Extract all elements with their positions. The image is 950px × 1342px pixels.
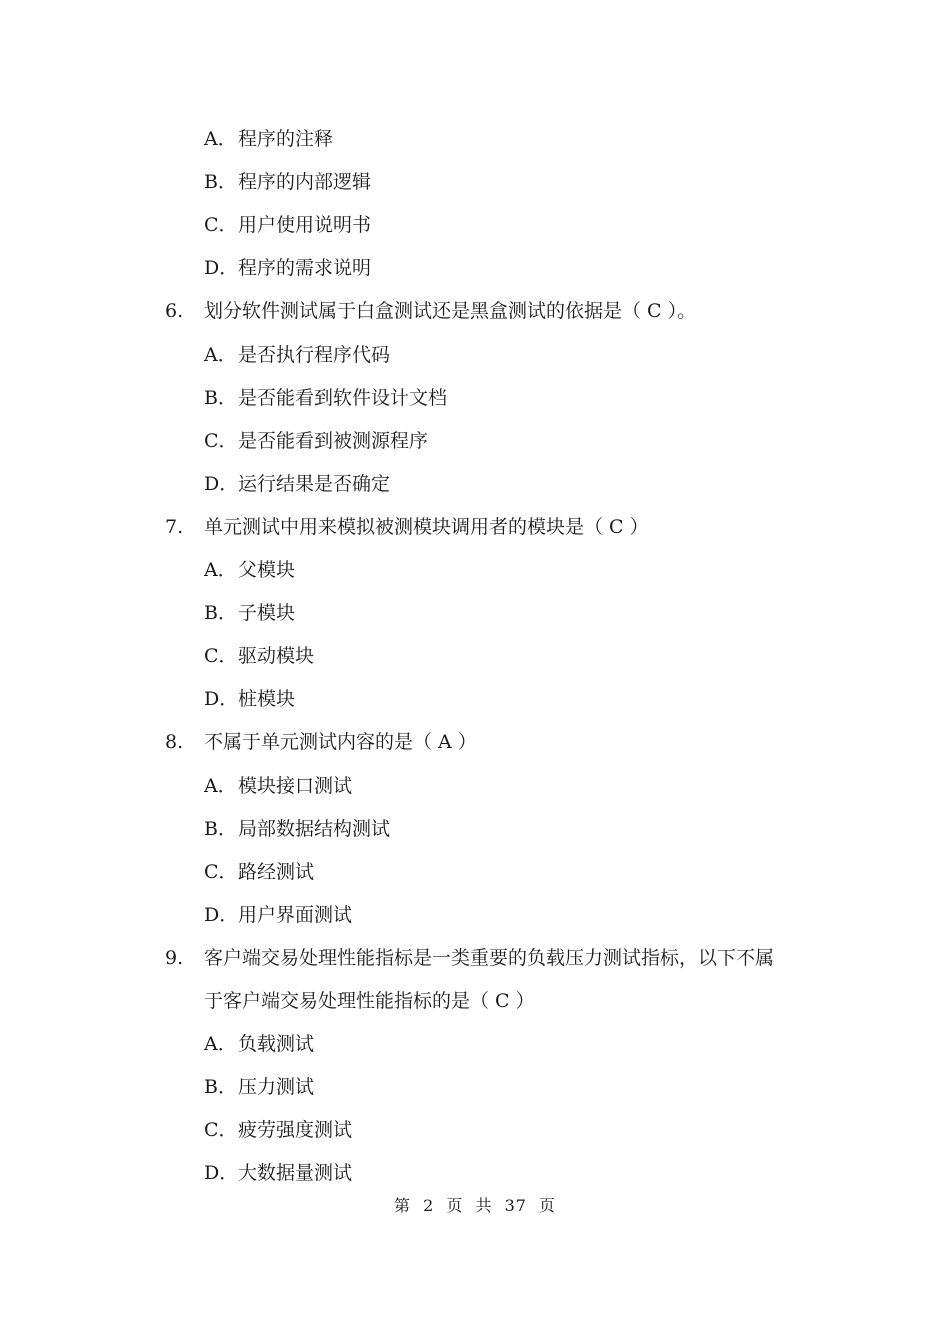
option-letter: B． <box>204 818 237 840</box>
question-number: 8. <box>165 731 184 753</box>
option-letter: C． <box>204 1119 238 1141</box>
answer-option <box>204 1032 314 1056</box>
option-letter: A． <box>204 559 237 581</box>
question-line <box>165 730 477 754</box>
answer-option <box>204 170 371 194</box>
question-continuation: 于客户端交易处理性能指标的是（ C ） <box>204 990 535 1012</box>
option-letter: B． <box>204 602 237 624</box>
option-letter: A． <box>204 775 237 797</box>
option-text: 程序的内部逻辑 <box>238 171 372 193</box>
answer-option <box>204 644 314 668</box>
answer-option <box>204 601 295 625</box>
question-number: 9. <box>165 947 184 969</box>
option-text: 模块接口测试 <box>238 775 353 797</box>
option-text: 用户使用说明书 <box>238 214 372 236</box>
option-text: 程序的注释 <box>238 128 334 150</box>
answer-option <box>204 903 352 927</box>
option-text: 大数据量测试 <box>238 1162 353 1184</box>
footer-prefix: 第 <box>393 1196 411 1215</box>
option-text: 是否能看到软件设计文档 <box>238 387 448 409</box>
question-text: 客户端交易处理性能指标是一类重要的负载压力测试指标，以下不属 <box>204 947 775 969</box>
option-letter: A． <box>204 1033 237 1055</box>
answer-option <box>204 472 390 496</box>
answer-option <box>204 817 390 841</box>
option-letter: B． <box>204 171 237 193</box>
option-text: 程序的需求说明 <box>238 257 372 279</box>
option-text: 疲劳强度测试 <box>238 1119 353 1141</box>
option-text: 运行结果是否确定 <box>238 473 391 495</box>
footer-page-label: 页 <box>446 1196 464 1215</box>
answer-option <box>204 429 428 453</box>
question-text: 单元测试中用来模拟被测模块调用者的模块是（ C ） <box>204 516 649 538</box>
option-letter: D． <box>204 1162 239 1184</box>
option-letter: C． <box>204 645 238 667</box>
option-text: 局部数据结构测试 <box>238 818 391 840</box>
answer-option <box>204 687 295 711</box>
option-letter: C． <box>204 861 238 883</box>
option-letter: D． <box>204 904 239 926</box>
option-letter: A． <box>204 344 237 366</box>
footer-current-page: 2 <box>423 1196 435 1215</box>
option-text: 驱动模块 <box>238 645 315 667</box>
option-letter: A． <box>204 128 237 150</box>
question-number: 7. <box>165 516 184 538</box>
answer-option <box>204 386 447 410</box>
option-letter: C． <box>204 430 238 452</box>
option-letter: C． <box>204 214 238 236</box>
option-text: 压力测试 <box>238 1076 315 1098</box>
option-text: 子模块 <box>238 602 296 624</box>
option-text: 用户界面测试 <box>238 904 353 926</box>
question-text: 划分软件测试属于白盒测试还是黑盒测试的依据是（ C ）。 <box>204 300 697 322</box>
question-text: 不属于单元测试内容的是（ A ） <box>204 731 477 753</box>
option-letter: D． <box>204 688 239 710</box>
answer-option <box>204 558 295 582</box>
option-text: 负载测试 <box>238 1033 315 1055</box>
option-text: 桩模块 <box>238 688 296 710</box>
option-letter: B． <box>204 1076 237 1098</box>
answer-option <box>204 1075 314 1099</box>
answer-option <box>204 1118 352 1142</box>
question-number: 6. <box>165 300 184 322</box>
answer-option <box>204 213 371 237</box>
option-letter: D． <box>204 257 239 279</box>
page-footer <box>0 1195 950 1217</box>
footer-suffix: 页 <box>539 1196 557 1215</box>
option-text: 是否能看到被测源程序 <box>238 430 429 452</box>
answer-option <box>204 343 390 367</box>
option-text: 路经测试 <box>238 861 315 883</box>
question-line <box>165 299 696 323</box>
answer-option <box>204 860 314 884</box>
answer-option <box>204 1161 352 1185</box>
answer-option <box>204 256 371 280</box>
option-letter: B． <box>204 387 237 409</box>
footer-total-pages: 37 <box>504 1196 527 1215</box>
footer-total-label: 共 <box>475 1196 493 1215</box>
option-text: 是否执行程序代码 <box>238 344 391 366</box>
option-text: 父模块 <box>238 559 296 581</box>
question-line <box>165 946 774 970</box>
option-letter: D． <box>204 473 239 495</box>
question-line <box>165 515 649 539</box>
answer-option <box>204 127 333 151</box>
answer-option <box>204 774 352 798</box>
